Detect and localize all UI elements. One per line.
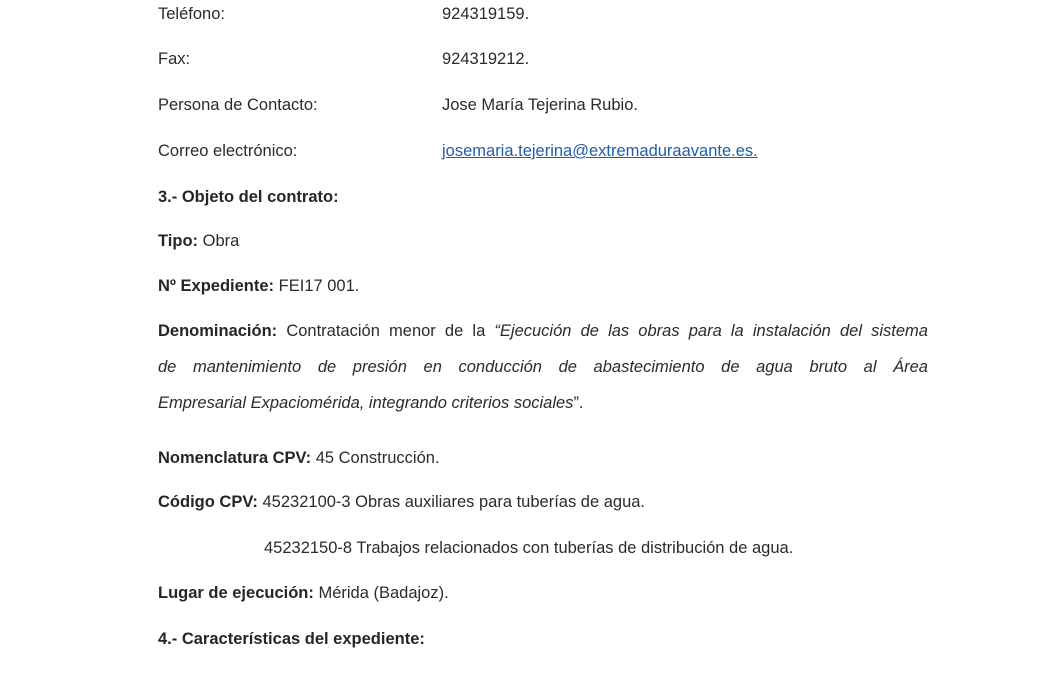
telefono-label: Teléfono: bbox=[158, 5, 225, 23]
tipo-row bbox=[158, 232, 239, 251]
codigo-row bbox=[158, 493, 645, 512]
persona-value: Jose María Tejerina Rubio. bbox=[442, 96, 638, 114]
lugar-label: Lugar de ejecución: bbox=[158, 584, 314, 602]
expediente-value: FEI17 001. bbox=[274, 277, 360, 295]
expediente-label: Nº Expediente: bbox=[158, 277, 275, 295]
tipo-value: Obra bbox=[198, 232, 240, 250]
denominacion-label: Denominación: bbox=[158, 322, 278, 340]
lugar-value: Mérida (Badajoz). bbox=[313, 584, 449, 602]
expediente-row bbox=[158, 277, 359, 296]
persona-label: Persona de Contacto: bbox=[158, 96, 318, 114]
section-4-heading: 4.- Características del expediente: bbox=[158, 630, 425, 648]
correo-link[interactable]: josemaria.tejerina@extremaduraavante.es. bbox=[442, 142, 758, 160]
codigo-label: Código CPV: bbox=[158, 493, 258, 511]
section-3-heading: 3.- Objeto del contrato: bbox=[158, 188, 339, 206]
fax-value: 924319212. bbox=[442, 50, 530, 68]
fax-label: Fax: bbox=[158, 50, 191, 68]
lugar-row bbox=[158, 584, 449, 603]
denominacion-line-2: de mantenimiento de presión en conducción de abastecimiento de agua bruto al Área bbox=[158, 358, 928, 376]
nomenclatura-label: Nomenclatura CPV: bbox=[158, 449, 312, 467]
denominacion-line-1: Denominación: Contratación menor de la “Ejecución de las obras para la instalación del sistema bbox=[158, 322, 928, 340]
nomenclatura-row bbox=[158, 449, 440, 468]
correo-label: Correo electrónico: bbox=[158, 142, 298, 160]
tipo-label: Tipo: bbox=[158, 232, 199, 250]
telefono-value: 924319159. bbox=[442, 5, 530, 23]
codigo-value-1: 45232100-3 Obras auxiliares para tuberías de agua. bbox=[257, 493, 646, 511]
codigo-value-2: 45232150-8 Trabajos relacionados con tuberías de distribución de agua. bbox=[264, 539, 794, 557]
codigo-row-2 bbox=[264, 539, 793, 558]
nomenclatura-value: 45 Construcción. bbox=[311, 449, 440, 467]
denominacion-line-3: Empresarial Expaciomérida, integrando criterios sociales”. bbox=[158, 394, 584, 412]
